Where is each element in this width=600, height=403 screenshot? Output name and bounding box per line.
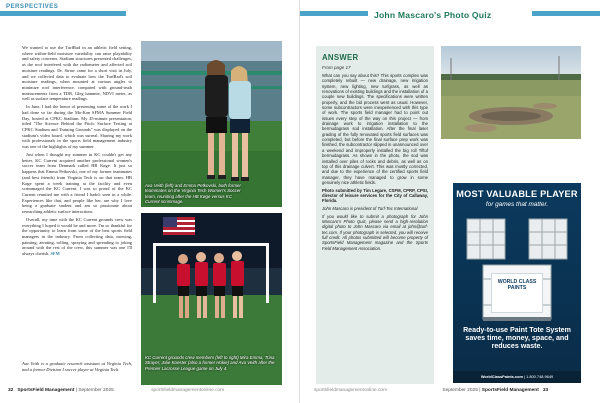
photo-quiz-field-image <box>441 46 581 139</box>
section-label: PERSPECTIVES <box>6 3 59 10</box>
left-footer-website: sportsfieldmanagementonline.com <box>151 388 225 393</box>
left-page-number: 32 <box>8 388 14 393</box>
ad-phone: 1.800.748.9649 <box>526 374 554 379</box>
left-footer-magazine: SportsField Management <box>17 388 75 393</box>
ad-headline: MOST VALUABLE PLAYER <box>456 189 578 199</box>
left-footer-issue: September 2025 <box>78 388 114 393</box>
right-footer-website: sportsfieldmanagementonline.com <box>314 388 388 393</box>
right-footer: sportsfieldmanagementonline.com September 2025 | SportsField Management 33 <box>314 388 549 393</box>
article-paragraph: In June, I had the honor of presenting some of the work I had done so far during the Mo-Kan SFMA Summer Field Day, hosted at CPKC Stadium. My 45-minute presentation, titled "The Science Behind the Pitch: Surface Testing at CPKC Stadium and Training Grounds" was displayed on the stadium's video board, which was surreal. Sharing my work with professionals in the sports field management industry was one of the highlights of my summer. <box>22 104 132 150</box>
answer-body <box>322 73 428 254</box>
author-bio <box>22 361 132 375</box>
mascaro-bio: John Mascaro is president of Turf-Tec International <box>322 206 418 212</box>
article-paragraph: We wanted to use the TurfRad in an athletic field setting, where within-field moisture variability can raise playability and safety concerns. Stadium structures presented challenges, as the roof interfered with the radiometer and affected soil moisture readings. Dr. Straw came for a short visit in July, and we collected data to evaluate how the TurfRad's soil moisture readings, when mounted at various angles to minimize roof interference, compared with ground-truth measurements from a TDR, Gleg hammer, NDVI meter, as well as surface temperature readings. <box>22 45 132 102</box>
photo-quiz-field <box>441 46 581 139</box>
header-accent-bar-right <box>300 11 368 16</box>
article-paragraph: Just when I thought my summer in KC couldn't get any better, KC Current acquired another professional women's soccer team from Denmark called HB Køge. It just so happens that Emma Petkovski, one of my former teammates (and best friends) from Virginia Tech is on that team. HB Køge spent a week training at the facility and even scrimmaged the KC Current. I was so proud of the KC Current reunited me with a friend I hadn't seen in a while. Experiences like that, and people like her, are why I love being a graduate student and am so passionate about researching athletic surface interactions. <box>22 152 132 215</box>
right-page <box>300 0 600 403</box>
answer-heading: ANSWER <box>322 53 359 62</box>
photo-credit: Photo submitted by Tim Legare, CSFM, CPRP, CPSI, director of leisure services for the City of Callaway, Florida. <box>322 187 428 204</box>
ad-subhead: for games that matter. <box>485 201 549 208</box>
answer-panel <box>316 46 434 384</box>
photo1-caption: Ava Veith (left) and Emma Petkovski, both former teammates on the Virginia Tech Women's Soccer team, reuniting after the HB Køge versus KC Current scrimmage. <box>145 183 241 204</box>
photo2-caption: KC Current grounds crew members (left to right) Mira Emma, Trina Strayer, Julie Koester (also a former Hokie) and Ava Veith after the Premier Lacrosse League game on July 4. <box>145 355 275 371</box>
right-footer-magazine: SportsField Management <box>481 388 539 393</box>
header-accent-bar-right-end <box>532 11 600 16</box>
ad-pallet-label <box>491 273 543 313</box>
ad-pallet-sub: PAINTS <box>507 285 527 291</box>
author-bio-text: Ava Veith is a graduate research assistant at Virginia Tech, and a former Division I soccer player at Virginia Tech. <box>22 361 132 372</box>
photo-grounds-crew <box>141 213 282 385</box>
ad-footer: WorldClassPaints.com | 1.800.748.9649 <box>453 371 581 383</box>
submission-note: If you would like to submit a photograph for John Mascaro's Photo Quiz, please send a high-resolution digital photo to John Mascaro via email at john@turf-tec.com. If your photograph is selected, you will receive full credit. All photos submitted will become property of SportsField Management magazine and the Sports Field Management Association. <box>322 213 428 251</box>
right-footer-issue: September 2025 <box>442 388 478 393</box>
right-page-number: 33 <box>542 388 549 393</box>
answer-from-page: From page 17 <box>322 65 351 70</box>
ad-world-class-paints[interactable] <box>453 183 581 383</box>
article-paragraph <box>22 217 132 257</box>
photo-teammates <box>141 41 282 207</box>
ad-website[interactable]: WorldClassPaints.com <box>480 374 523 379</box>
ad-pallet-brand: WORLD CLASS <box>497 279 537 285</box>
answer-paragraph: What can you say about this? This sports complex was completely rebuilt — new drainage, new irrigation system, new lighting, new turfgrass, as well as renovations of existing buildings and the installation of a couple new buildings. The specifications were written properly, and the bid process went as usual. However, some subcontractors were inexperienced with this type of work. The sports field manager had to point out issues every step of the way on this project — from drainage work to irrigation installation to the bermudagrass sod installation. After the final laser grading of the fully renovated sports field surfaces was completed, but before the final surface prep work was finished, the subcontractor slipped in unannounced over a weekend and improperly installed the big roll Tiftuf bermudagrass. As shown in the photo, the sod was installed over piles of rocks and debris, as well as on top of this drainage culvert. This was mostly corrected, and due to the experience of the certified sports field manager, they have managed to grow in some genuinely nice athletic fields. <box>322 73 428 185</box>
end-mark: SFM <box>50 251 60 257</box>
quiz-title: John Mascaro's Photo Quiz <box>374 10 492 20</box>
header-accent-bar <box>0 11 126 16</box>
flag-icon <box>163 217 195 235</box>
left-footer: 32 SportsField Management | September 2025 sportsfieldmanagementonline.com <box>8 388 225 393</box>
article-body <box>22 45 132 332</box>
ad-body: Ready-to-use Paint Tote System saves time, money, space, and reduces waste. <box>463 326 571 351</box>
article-paragraph-text: Overall, my time with the KC Current grounds crew was everything I hoped it would be and more. I'm so thankful for the opportunity to learn from some of the best sports field managers in the industry. From collecting data, mowing, painting, aerating, rolling, spraying and spreading to joking around with the rest of the crew, this summer was one I'll always cherish. <box>22 216 132 257</box>
